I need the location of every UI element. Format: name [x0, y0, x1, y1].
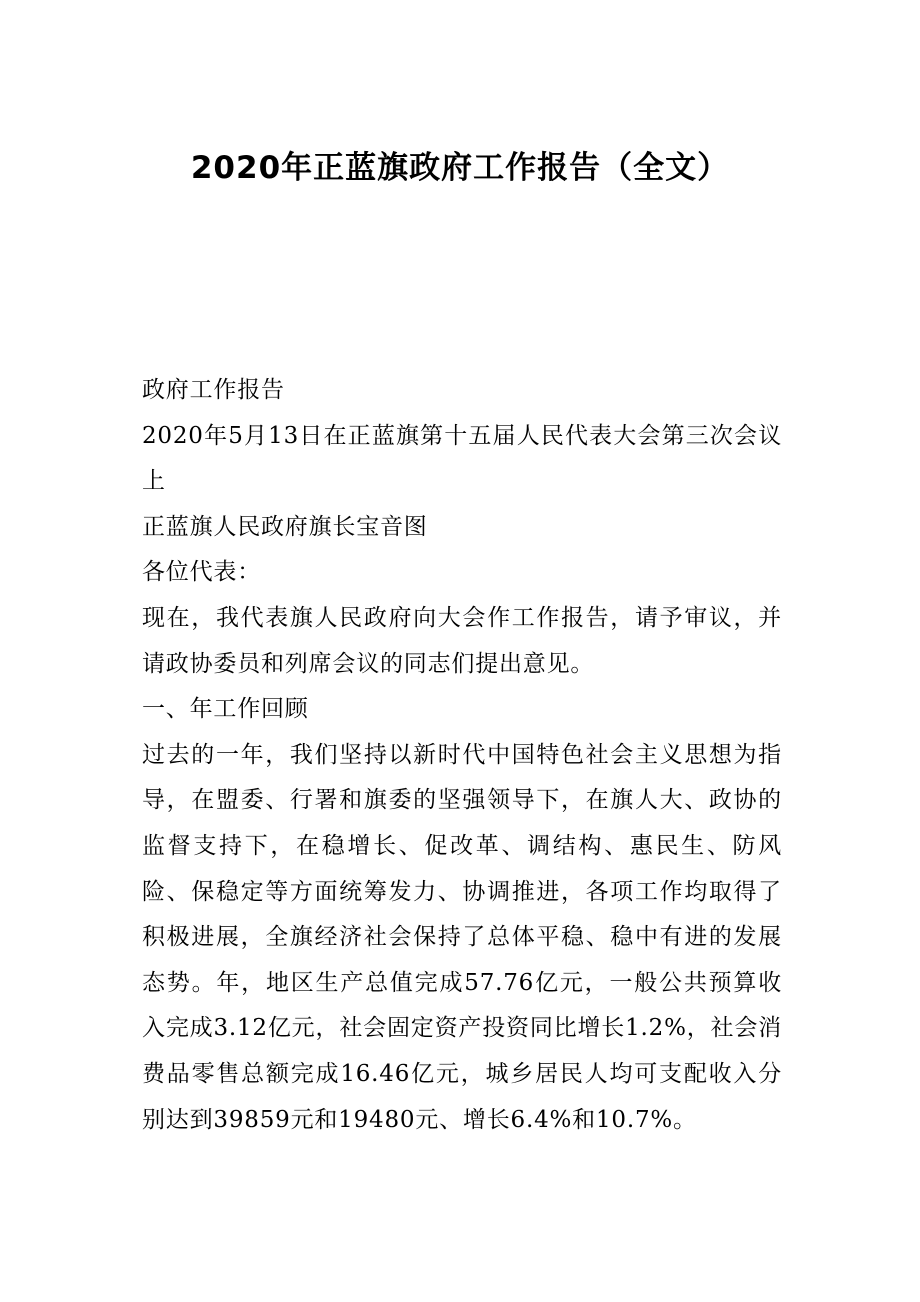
- report-heading: 政府工作报告: [142, 377, 285, 403]
- meeting-info: 2020年5月13日在正蓝旗第十五届人民代表大会第三次会议上: [142, 422, 782, 495]
- speaker-line: 正蓝旗人民政府旗长宝音图: [142, 513, 428, 540]
- intro-paragraph: 现在，我代表旗人民政府向大会作工作报告，请予审议，并请政协委员和列席会议的同志们提出意见。: [142, 604, 782, 677]
- document-title: 2020年正蓝旗政府工作报告（全文）: [190, 150, 730, 186]
- document-body: [142, 368, 782, 1143]
- review-paragraph: 过去的一年，我们坚持以新时代中国特色社会主义思想为指导，在盟委、行署和旗委的坚强领导下，在旗人大、政协的监督支持下，在稳增长、促改革、调结构、惠民生、防风险、保稳定等方面统筹发力、协调推进，各项工作均取得了积极进展，全旗经济社会保持了总体平稳、稳中有进的发展态势。年，地区生产总值完成57.76亿元，一般公共预算收入完成3.12亿元，社会固定资产投资同比增长1.2%，社会消费品零售总额完成16.46亿元，城乡居民人均可支配收入分别达到39859元和19480元、增长6.4%和10.7%。: [142, 741, 782, 1133]
- salutation: 各位代表：: [142, 559, 261, 586]
- section-heading: 一、年工作回顾: [142, 696, 309, 723]
